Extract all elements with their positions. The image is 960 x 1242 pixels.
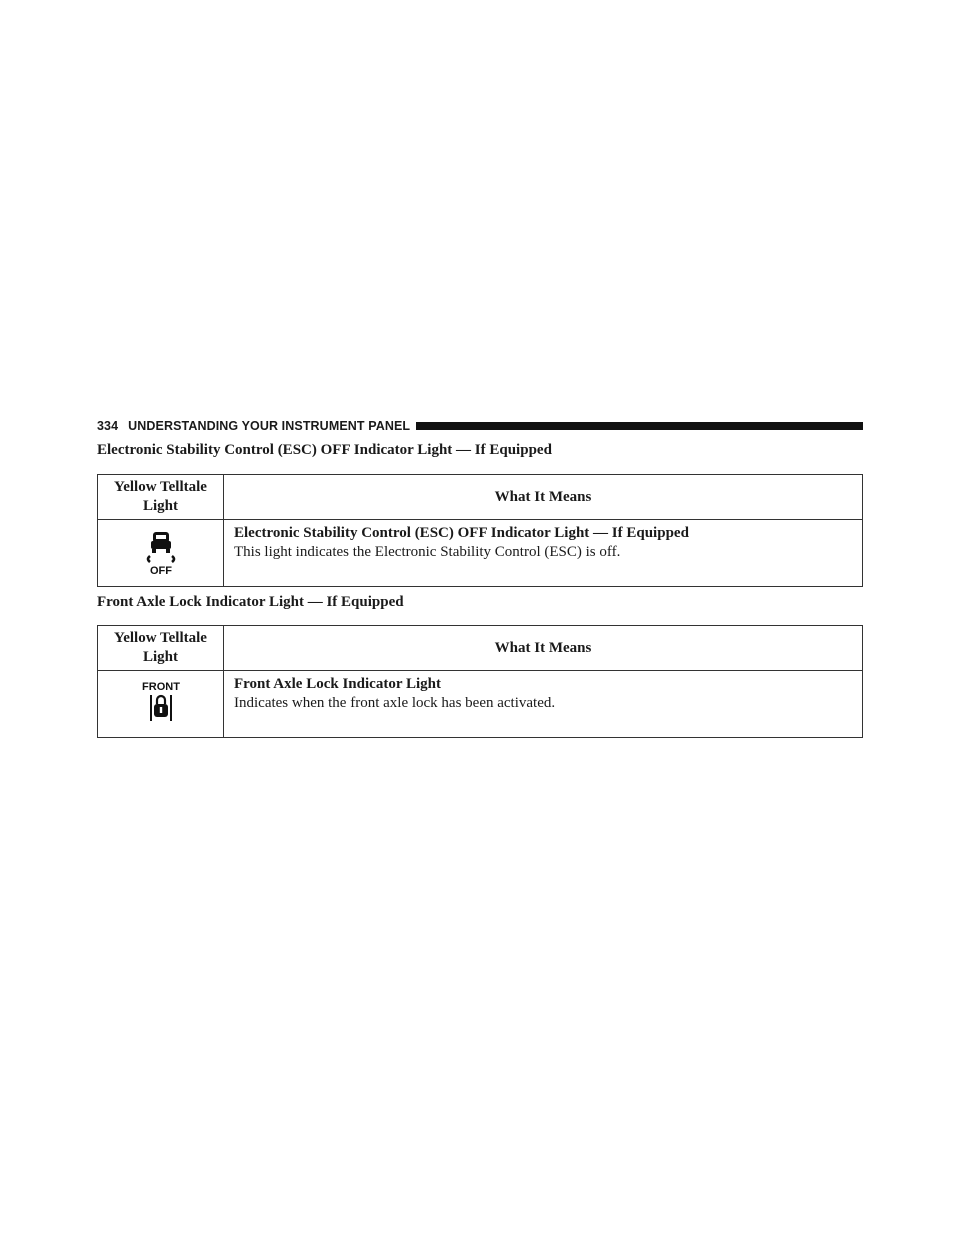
esc-off-icon	[139, 528, 183, 578]
running-title: UNDERSTANDING YOUR INSTRUMENT PANEL	[128, 419, 411, 433]
table-row	[98, 520, 863, 587]
telltale-icon-cell	[98, 671, 224, 738]
telltale-description	[224, 671, 863, 738]
telltale-table-front-axle	[97, 625, 863, 738]
col-header-meaning: What It Means	[224, 626, 863, 671]
col-header-telltale: Yellow Telltale Light	[98, 475, 224, 520]
telltale-icon-cell	[98, 520, 224, 587]
front-label: FRONT	[141, 681, 180, 693]
table-header-row	[98, 626, 863, 671]
telltale-text: Indicates when the front axle lock has been activated.	[234, 695, 556, 711]
telltale-heading: Electronic Stability Control (ESC) OFF Indicator Light — If Equipped	[234, 525, 689, 541]
table-header-row	[98, 475, 863, 520]
section-title-esc: Electronic Stability Control (ESC) OFF Indicator Light — If Equipped	[97, 442, 552, 458]
page-number: 334	[97, 419, 119, 433]
col-header-telltale: Yellow Telltale Light	[98, 626, 224, 671]
section-title-front-axle: Front Axle Lock Indicator Light — If Equipped	[97, 594, 404, 610]
telltale-table-esc	[97, 474, 863, 587]
telltale-heading: Front Axle Lock Indicator Light	[234, 676, 441, 692]
table-row	[98, 671, 863, 738]
esc-off-label: OFF	[149, 565, 172, 577]
page-header	[97, 418, 863, 434]
header-rule	[416, 422, 863, 430]
telltale-description	[224, 520, 863, 587]
telltale-text: This light indicates the Electronic Stability Control (ESC) is off.	[234, 544, 621, 560]
front-axle-lock-icon	[136, 677, 186, 729]
col-header-meaning: What It Means	[224, 475, 863, 520]
